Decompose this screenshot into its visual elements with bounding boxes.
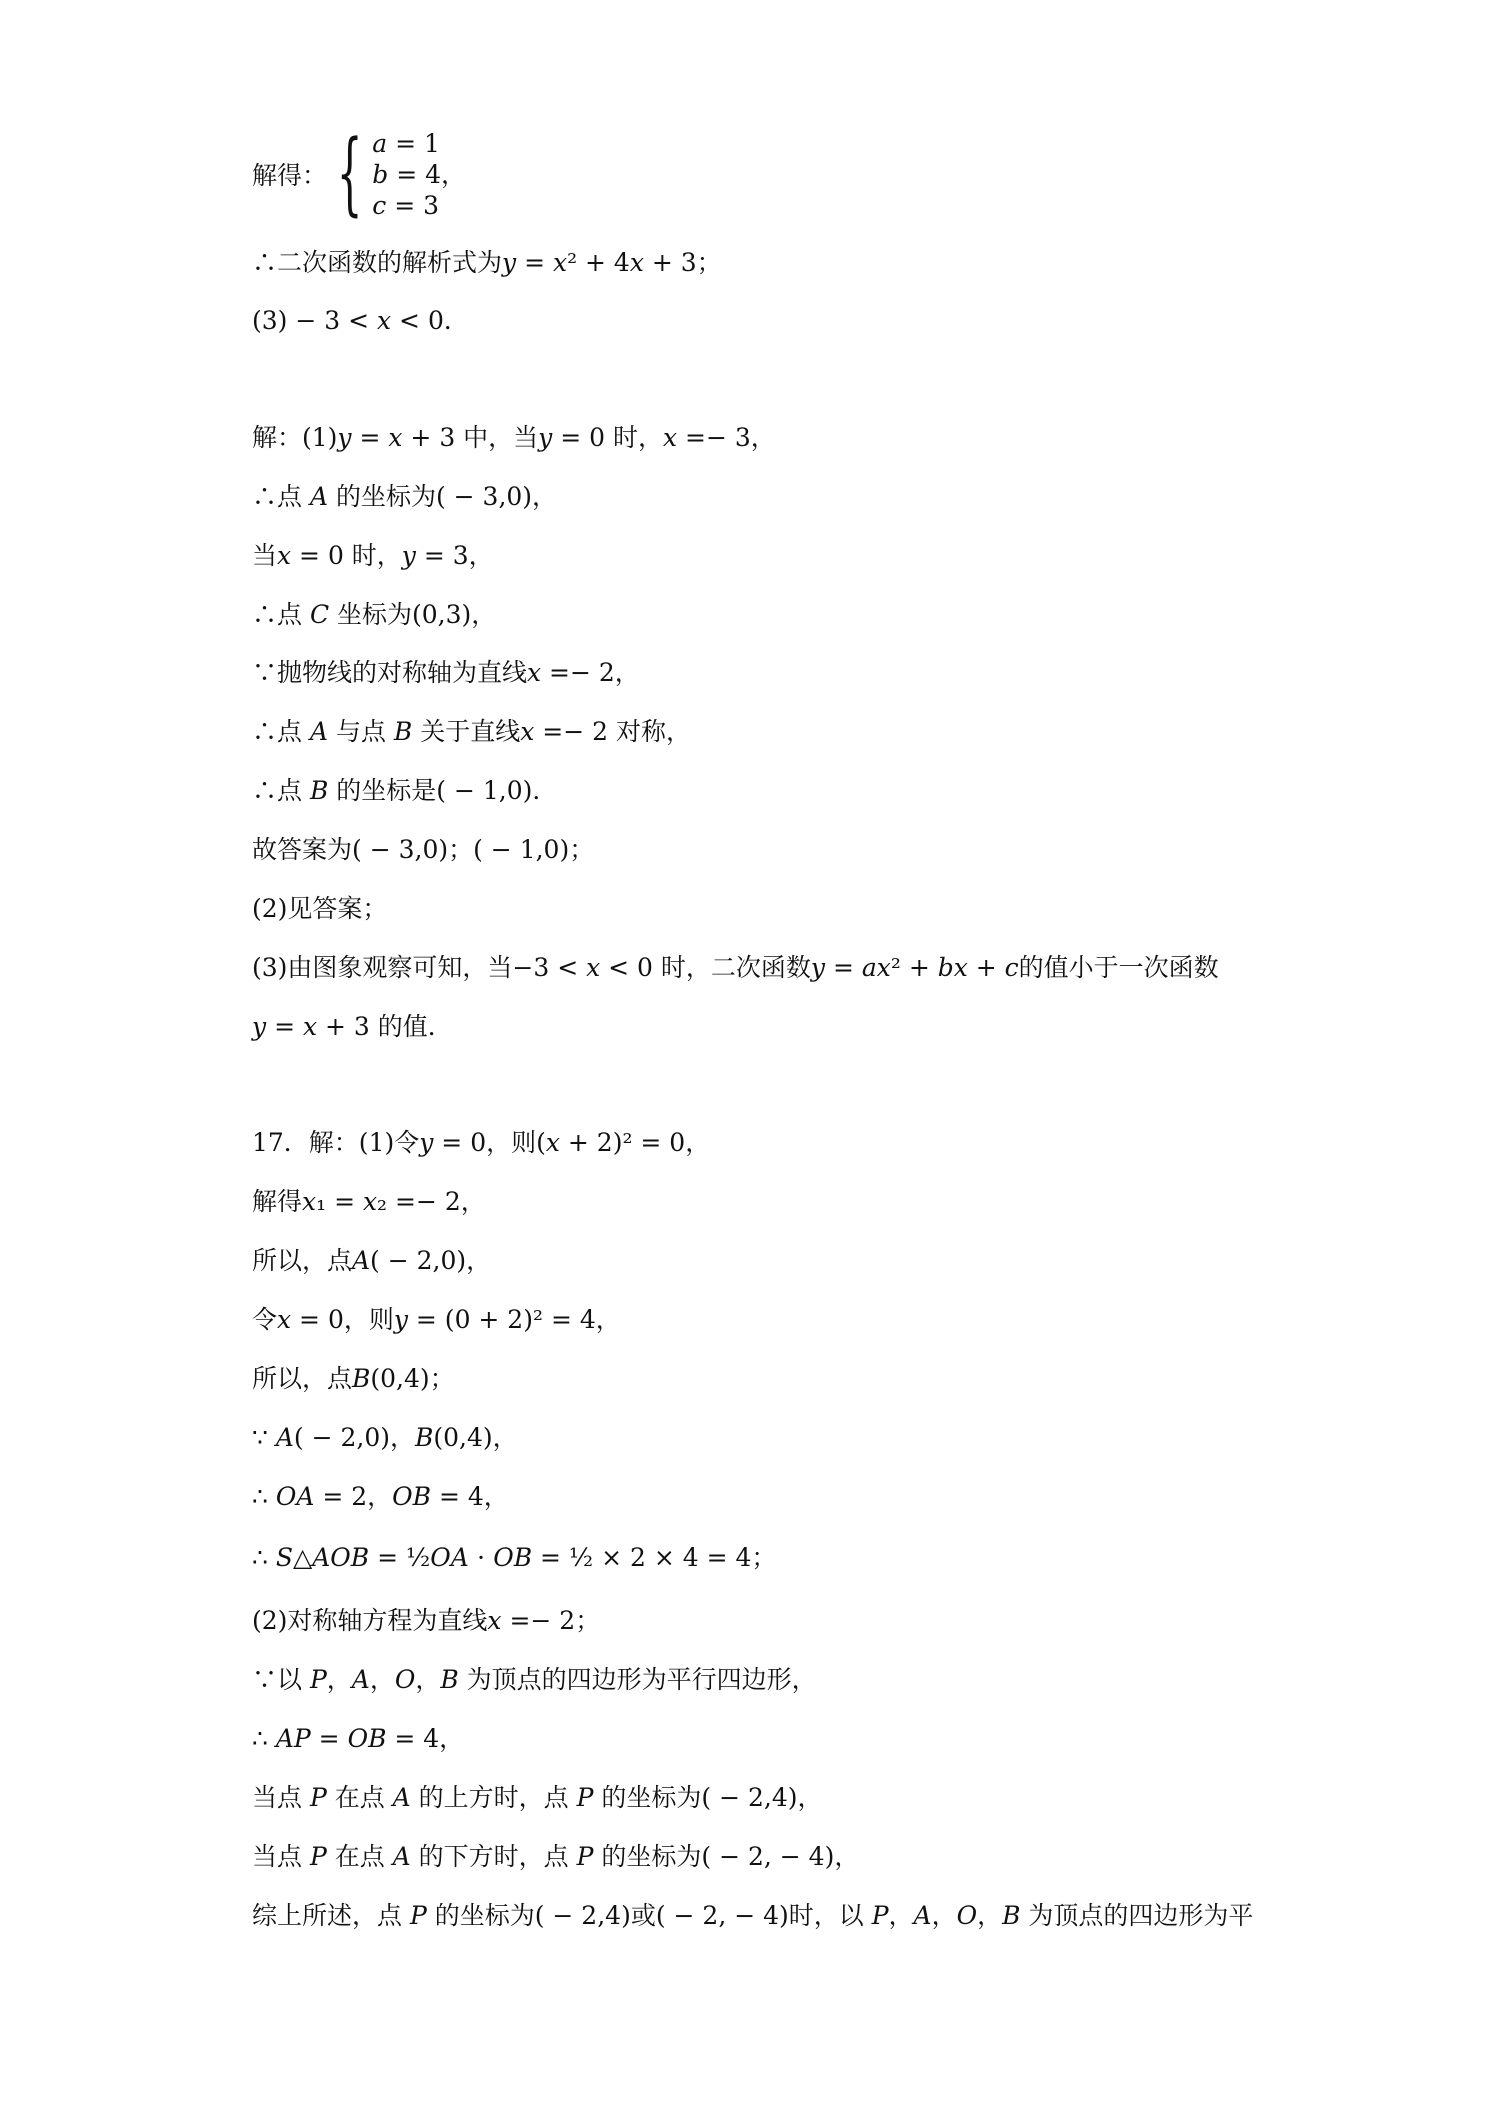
text-line: 17．解：(1)令𝑦 = 0，则(𝑥 + 2)² = 0， (252, 1128, 711, 1157)
text-line: 当点 𝑃 在点 𝐴 的下方时，点 𝑃 的坐标为( − 2, − 4)， (252, 1842, 860, 1871)
text-line: ∴点 𝐶 坐标为(0,3)， (252, 600, 497, 629)
text-line: ∴ 𝐴𝑃 = 𝑂𝐵 = 4， (252, 1724, 465, 1753)
text-line: ∴二次函数的解析式为𝑦 = 𝑥² + 4𝑥 + 3； (252, 248, 722, 277)
text-line: ∴ 𝑆△𝐴𝑂𝐵 = ½𝑂𝐴 ⋅ 𝑂𝐵 = ½ × 2 × 4 = 4； (252, 1543, 777, 1572)
equation-system (252, 121, 467, 226)
system-rows (372, 128, 466, 221)
text-line: 故答案为( − 3,0)；( − 1,0)； (252, 835, 595, 864)
text-line: (3)由图象观察可知，当−3 < 𝑥 < 0 时，二次函数𝑦 = 𝑎𝑥² + 𝑏𝑥 + 𝑐的值小于一次函数 (252, 953, 1219, 982)
text-line: (2)对称轴方程为直线𝑥 =− 2； (252, 1606, 601, 1635)
text-line: (2)见答案； (252, 894, 388, 923)
text-line: 当点 𝑃 在点 𝐴 的上方时，点 𝑃 的坐标为( − 2,4)， (252, 1783, 823, 1812)
text-line: ∴点 𝐴 与点 𝐵 关于直线𝑥 =− 2 对称， (252, 717, 691, 746)
text-line: ∵抛物线的对称轴为直线𝑥 =− 2， (252, 658, 640, 687)
text-line: ∵以 𝑃，𝐴，𝑂，𝐵 为顶点的四边形为平行四边形， (252, 1665, 817, 1694)
text-line: 所以，点𝐵(0,4)； (252, 1364, 455, 1393)
text-line: 𝑦 = 𝑥 + 3 的值． (252, 1012, 453, 1041)
system-row-b: 𝑏 = 4， (372, 159, 467, 189)
text-line: 所以，点𝐴( − 2,0)， (252, 1246, 492, 1275)
text-line: 当𝑥 = 0 时，𝑦 = 3， (252, 541, 494, 570)
text-line: ∴点 𝐴 的坐标为( − 3,0)， (252, 482, 558, 511)
text-line: 解得𝑥₁ = 𝑥₂ =− 2， (252, 1187, 486, 1216)
left-brace: { (336, 121, 363, 226)
system-row-c: 𝑐 = 3 (372, 190, 440, 220)
text-line: 令𝑥 = 0，则𝑦 = (0 + 2)² = 4， (252, 1305, 621, 1334)
text-line: 综上所述，点 𝑃 的坐标为( − 2,4)或( − 2, − 4)时，以 𝑃，𝐴，𝑂，𝐵 为顶点的四边形为平 (252, 1901, 1254, 1930)
text-line: ∵ 𝐴( − 2,0)，𝐵(0,4)， (252, 1423, 518, 1452)
text-line: ∴ 𝑂𝐴 = 2，𝑂𝐵 = 4， (252, 1482, 509, 1511)
text-line: (3) − 3 < 𝑥 < 0． (252, 306, 469, 335)
system-row-a: 𝑎 = 1 (372, 128, 440, 158)
text-line: 解：(1)𝑦 = 𝑥 + 3 中，当𝑦 = 0 时，𝑥 =− 3， (252, 423, 776, 452)
text-line: ∴点 𝐵 的坐标是( − 1,0)． (252, 776, 558, 805)
system-label: 解得： (252, 161, 328, 190)
